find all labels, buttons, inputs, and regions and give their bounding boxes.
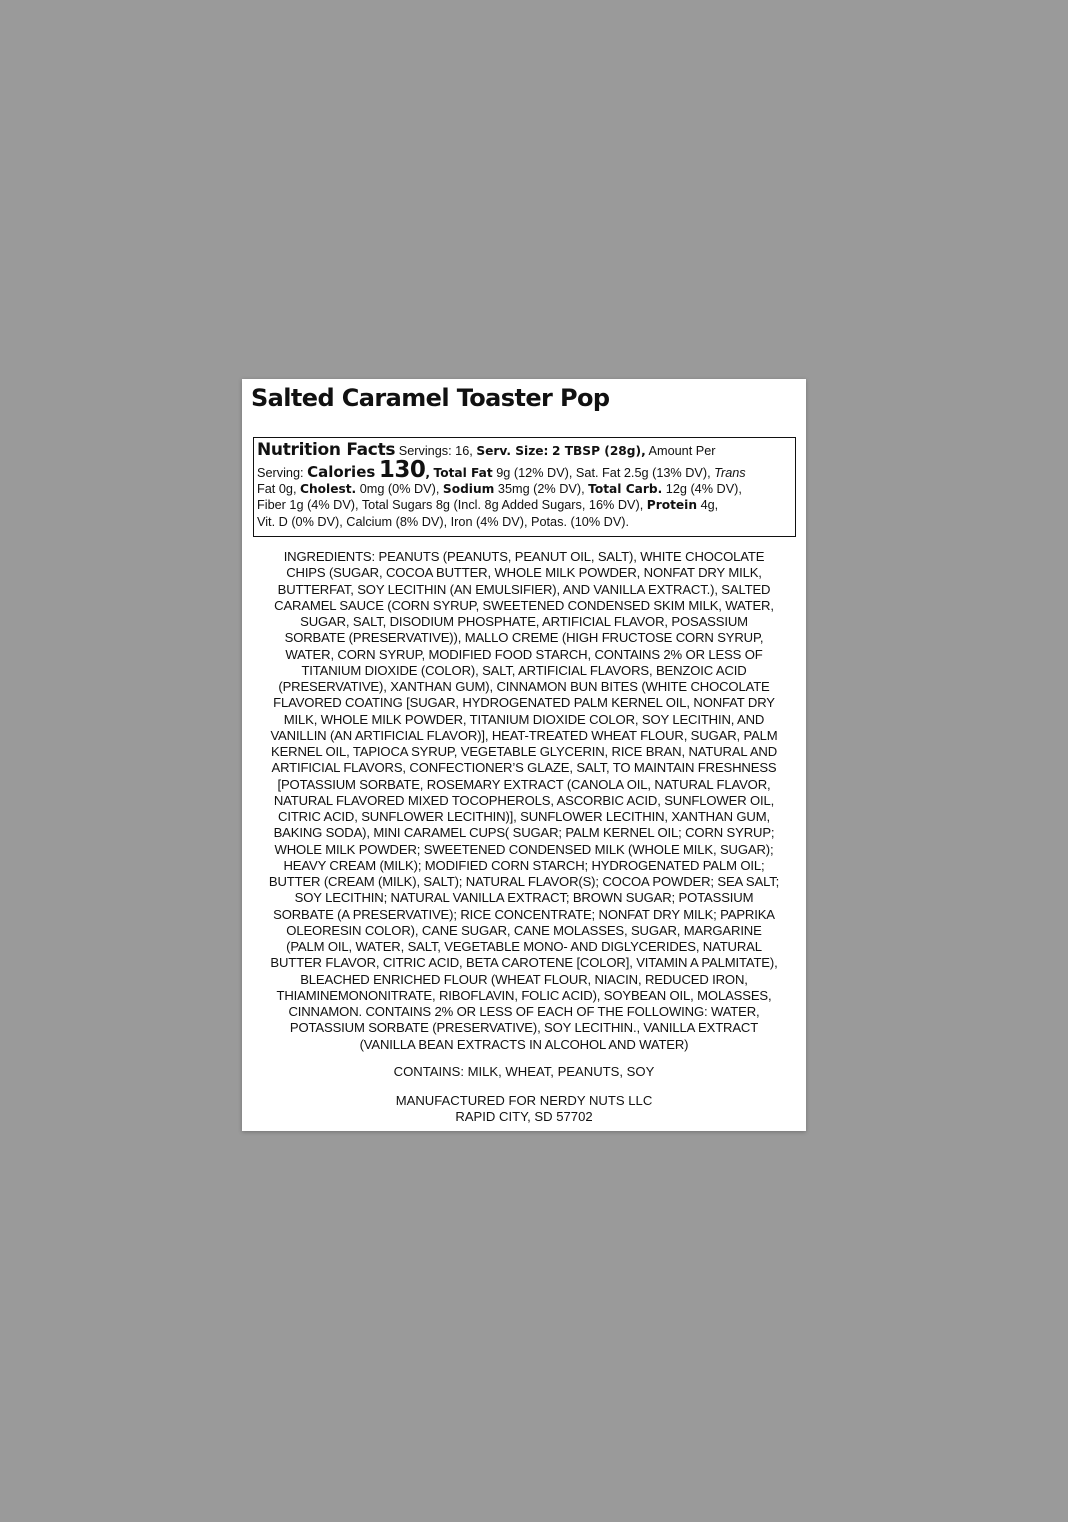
ingredients-line: INGREDIENTS: PEANUTS (PEANUTS, PEANUT OIL, SALT), WHITE CHOCOLATE xyxy=(283,549,765,564)
calories-label: Calories xyxy=(307,463,376,481)
ingredients-line: CARAMEL SAUCE (CORN SYRUP, SWEETENED CONDENSED SKIM MILK, WATER, xyxy=(274,597,774,613)
ingredients-block xyxy=(242,549,806,1053)
trans-label: Trans xyxy=(714,466,746,480)
ingredients-line: CITRIC ACID, SUNFLOWER LECITHIN)], SUNFLOWER LECITHIN, XANTHAN GUM, xyxy=(278,809,770,824)
protein-label: Protein xyxy=(646,498,698,513)
total-carb-value: 12g (4% DV), xyxy=(665,482,742,496)
servings-text: Servings: 16, xyxy=(398,444,473,458)
manufacturer-line-2: RAPID CITY, SD 57702 xyxy=(455,1109,593,1125)
total-carb-label: Total Carb. xyxy=(588,482,663,496)
ingredients-line: OLEORESIN COLOR), CANE SUGAR, CANE MOLASSES, SUGAR, MARGARINE xyxy=(286,922,762,938)
ingredients-line: [POTASSIUM SORBATE, ROSEMARY EXTRACT (CANOLA OIL, NATURAL FLAVOR, xyxy=(277,776,771,792)
calories-value: 130 xyxy=(378,457,426,483)
ingredients-line: HEAVY CREAM (MILK); MODIFIED CORN STARCH; HYDROGENATED PALM OIL; xyxy=(283,857,765,873)
ingredients-line: BUTTERFAT, SOY LECITHIN (AN EMULSIFIER), AND VANILLA EXTRACT.), SALTED xyxy=(277,581,771,597)
vitamins-text: Vit. D (0% DV), Calcium (8% DV), Iron (4% DV), Potas. (10% DV). xyxy=(257,514,630,529)
nutrition-line-1 xyxy=(257,441,791,460)
ingredients-line: CINNAMON. CONTAINS 2% OR LESS OF EACH OF THE FOLLOWING: WATER, xyxy=(288,1004,760,1019)
ingredients-line: BUTTER (CREAM (MILK), SALT); NATURAL FLAVOR(S); COCOA POWDER; SEA SALT; xyxy=(268,874,780,889)
nutrition-facts-heading: Nutrition Facts xyxy=(257,440,396,460)
protein-value: 4g, xyxy=(700,498,719,513)
sodium-label: Sodium xyxy=(442,482,495,496)
serv-size-label: Serv. Size: xyxy=(476,444,549,458)
ingredients-line: ARTIFICIAL FLAVORS, CONFECTIONER’S GLAZE, SALT, TO MAINTAIN FRESHNESS xyxy=(271,760,777,776)
ingredients-line: SOY LECITHIN; NATURAL VANILLA EXTRACT; BROWN SUGAR; POTASSIUM xyxy=(294,890,754,906)
nutrition-line-4 xyxy=(257,497,791,513)
nutrition-line-3 xyxy=(257,481,791,497)
ingredients-line: FLAVORED COATING [SUGAR, HYDROGENATED PALM KERNEL OIL, NONFAT DRY xyxy=(273,695,775,711)
ingredients-line: WHOLE MILK POWDER; SWEETENED CONDENSED MILK (WHOLE MILK, SUGAR); xyxy=(274,841,774,857)
cholest-value: 0mg (0% DV), xyxy=(359,482,440,496)
ingredients-line: BLEACHED ENRICHED FLOUR (WHEAT FLOUR, NIACIN, REDUCED IRON, xyxy=(300,971,748,987)
ingredients-line: THIAMINEMONONITRATE, RIBOFLAVIN, FOLIC ACID), SOYBEAN OIL, MOLASSES, xyxy=(276,987,772,1003)
ingredients-line: NATURAL FLAVORED MIXED TOCOPHEROLS, ASCORBIC ACID, SUNFLOWER OIL, xyxy=(273,792,775,808)
nutrition-line-2 xyxy=(257,457,791,483)
ingredients-line: KERNEL OIL, TAPIOCA SYRUP, VEGETABLE GLYCERIN, RICE BRAN, NATURAL AND xyxy=(270,744,778,759)
nutrition-facts-box xyxy=(253,437,796,537)
ingredients-line: MILK, WHOLE MILK POWDER, TITANIUM DIOXIDE COLOR, SOY LECITHIN, AND xyxy=(283,711,765,727)
manufacturer-info xyxy=(242,1093,806,1126)
product-title: Salted Caramel Toaster Pop xyxy=(251,384,610,412)
ingredients-line: BUTTER FLAVOR, CITRIC ACID, BETA CAROTENE [COLOR], VITAMIN A PALMITATE), xyxy=(270,955,778,971)
manufacturer-line-1: MANUFACTURED FOR NERDY NUTS LLC xyxy=(395,1093,653,1108)
ingredients-line: (PRESERVATIVE), XANTHAN GUM), CINNAMON BUN BITES (WHITE CHOCOLATE xyxy=(278,679,770,694)
ingredients-line: WATER, CORN SYRUP, MODIFIED FOOD STARCH, CONTAINS 2% OR LESS OF xyxy=(285,646,763,662)
ingredients-line: (PALM OIL, WATER, SALT, VEGETABLE MONO- AND DIGLYCERIDES, NATURAL xyxy=(286,939,762,954)
serv-size-value: 2 TBSP (28g), xyxy=(551,444,646,458)
allergen-contains: CONTAINS: MILK, WHEAT, PEANUTS, SOY xyxy=(393,1064,655,1079)
serving-text: Serving: xyxy=(257,466,304,480)
ingredients-line: SORBATE (A PRESERVATIVE); RICE CONCENTRATE; NONFAT DRY MILK; PAPRIKA xyxy=(273,906,775,922)
ingredients-line: CHIPS (SUGAR, COCOA BUTTER, WHOLE MILK POWDER, NONFAT DRY MILK, xyxy=(286,565,762,581)
total-fat-label: Total Fat xyxy=(433,466,493,480)
total-fat-value: 9g (12% DV), Sat. Fat 2.5g (13% DV), xyxy=(496,466,711,480)
product-label xyxy=(242,379,806,1131)
ingredients-line: SUGAR, SALT, DISODIUM PHOSPHATE, ARTIFICIAL FLAVOR, POSASSIUM xyxy=(300,614,748,629)
ingredients-line: BAKING SODA), MINI CARAMEL CUPS( SUGAR; PALM KERNEL OIL; CORN SYRUP; xyxy=(273,825,775,841)
amount-per-text: Amount Per xyxy=(648,444,716,458)
ingredients-line: POTASSIUM SORBATE (PRESERVATIVE), SOY LECITHIN., VANILLA EXTRACT xyxy=(289,1020,759,1036)
ingredients-line: (VANILLA BEAN EXTRACTS IN ALCOHOL AND WATER) xyxy=(359,1036,689,1052)
cholest-label: Cholest. xyxy=(300,482,357,496)
ingredients-line: TITANIUM DIOXIDE (COLOR), SALT, ARTIFICIAL FLAVORS, BENZOIC ACID xyxy=(301,662,747,678)
trans-value: Fat 0g, xyxy=(257,482,297,496)
fiber-sugars-text: Fiber 1g (4% DV), Total Sugars 8g (Incl. 8g Added Sugars, 16% DV), xyxy=(257,498,644,513)
calories-comma: , xyxy=(425,466,430,480)
ingredients-line: VANILLIN (AN ARTIFICIAL FLAVOR)], HEAT-TREATED WHEAT FLOUR, SUGAR, PALM xyxy=(270,727,778,743)
nutrition-line-5 xyxy=(257,514,791,530)
sodium-value: 35mg (2% DV), xyxy=(497,482,585,496)
ingredients-line: SORBATE (PRESERVATIVE)), MALLO CREME (HIGH FRUCTOSE CORN SYRUP, xyxy=(284,630,764,646)
